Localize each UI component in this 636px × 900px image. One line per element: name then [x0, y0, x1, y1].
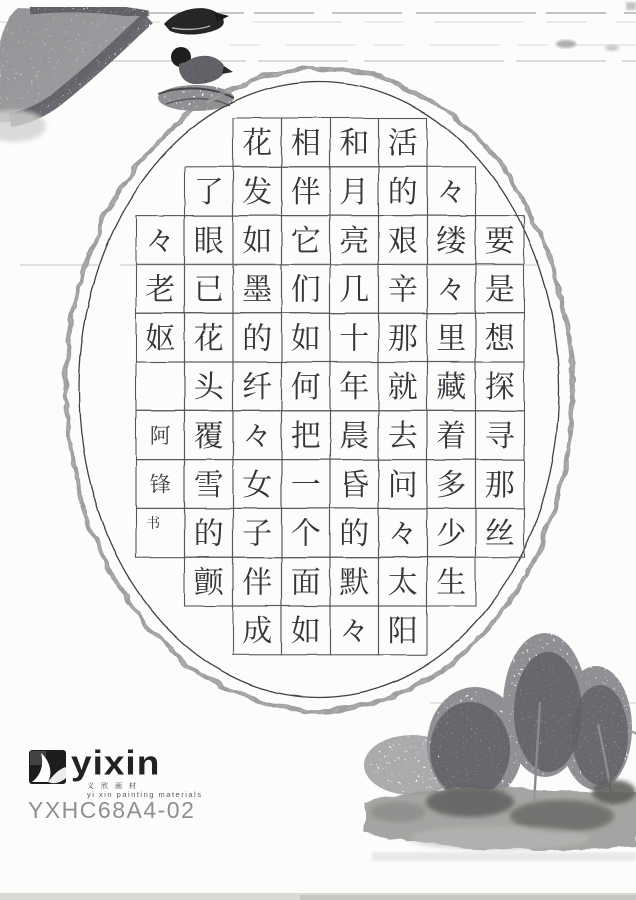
bird-icon: [164, 8, 229, 34]
calligraphy-char: 的: [242, 321, 273, 357]
calligraphy-char: 是: [484, 272, 515, 308]
calligraphy-char: 花: [193, 321, 224, 357]
calligraphy-char: 々: [387, 516, 418, 552]
calligraphy-char: 的: [193, 516, 224, 552]
calligraphy-char: 发: [242, 175, 273, 210]
bird-icon: [158, 47, 234, 111]
product-code: YXHC68A4-02: [28, 797, 196, 823]
calligraphy-char: 个: [290, 516, 321, 552]
calligraphy-char: 如: [290, 321, 321, 357]
calligraphy-char: 老: [145, 272, 176, 308]
calligraphy-char: 了: [193, 175, 224, 210]
yixin-logo-icon: [28, 748, 68, 786]
calligraphy-char: 少: [436, 516, 467, 552]
calligraphy-char: 寻: [484, 419, 515, 454]
brand-name-chinese: 义欣画材: [87, 782, 143, 790]
calligraphy-char: 探: [484, 370, 515, 406]
calligraphy-char: 它: [290, 223, 321, 259]
calligraphy-char: 几: [339, 272, 370, 308]
signature-char: 书: [146, 515, 161, 532]
calligraphy-char: 纤: [242, 370, 273, 406]
calligraphy-char: 问: [387, 467, 418, 503]
calligraphy-char: 何: [290, 370, 321, 406]
calligraphy-char: 女: [242, 467, 273, 503]
calligraphy-char: 想: [484, 321, 515, 357]
calligraphy-char: 成: [242, 614, 273, 650]
signature-char: 锋: [149, 472, 171, 497]
calligraphy-char: 阳: [387, 614, 418, 650]
trees-and-ground-ink-painting: [364, 633, 636, 861]
calligraphy-char: 把: [290, 419, 321, 454]
calligraphy-char: 去: [387, 419, 418, 454]
calligraphy-char: 艰: [387, 223, 418, 259]
calligraphy-char: 活: [387, 126, 418, 162]
calligraphy-char: 如: [290, 614, 321, 650]
calligraphy-char: 头: [193, 370, 224, 406]
calligraphy-char: 花: [242, 126, 273, 162]
calligraphy-char: 着: [436, 419, 467, 454]
calligraphy-char: 藏: [436, 370, 467, 406]
calligraphy-char: 伴: [290, 175, 321, 210]
calligraphy-char: 辛: [387, 272, 418, 308]
calligraphy-char: 一: [290, 467, 321, 503]
calligraphy-char: 生: [436, 565, 467, 601]
calligraphy-char: 子: [242, 516, 273, 552]
calligraphy-char: 々: [436, 272, 467, 308]
calligraphy-char: 多: [436, 467, 467, 503]
calligraphy-char: 们: [290, 272, 321, 308]
calligraphy-char: 々: [436, 175, 467, 210]
calligraphy-char: 晨: [339, 419, 370, 454]
calligraphy-char: 里: [436, 321, 467, 357]
brand-wordmark: yixin: [71, 744, 161, 783]
calligraphy-char: 的: [387, 175, 418, 210]
mountain-and-birds-ink-painting: [0, 8, 234, 142]
calligraphy-char: 那: [387, 321, 418, 357]
calligraphy-char: 相: [290, 126, 321, 162]
calligraphy-char: 々: [145, 223, 176, 259]
calligraphy-char: 面: [290, 565, 321, 601]
scan-edge-bottom: [0, 893, 636, 900]
brand-tagline: yi xin painting materials: [87, 790, 203, 799]
calligraphy-char: 々: [242, 419, 273, 454]
calligraphy-char: 已: [193, 272, 224, 308]
calligraphy-char: 妪: [145, 321, 176, 357]
calligraphy-char: 覆: [193, 419, 224, 454]
calligraphy-char: 十: [339, 321, 370, 357]
calligraphy-char: 墨: [242, 272, 273, 308]
calligraphy-char: 要: [484, 223, 515, 259]
calligraphy-char: 太: [387, 565, 418, 601]
calligraphy-char: 丝: [484, 516, 515, 552]
calligraphy-char: 眼: [193, 223, 224, 259]
calligraphy-char: 默: [339, 565, 370, 601]
calligraphy-char: 々: [339, 614, 370, 650]
calligraphy-char: 颤: [193, 565, 224, 601]
calligraphy-char: 就: [387, 370, 418, 406]
calligraphy-char: 月: [339, 175, 370, 210]
calligraphy-char: 年: [339, 370, 370, 406]
brand-logo: [28, 744, 203, 799]
calligraphy-char: 亮: [339, 223, 370, 259]
calligraphy-char: 缕: [436, 223, 467, 259]
calligraphy-char: 那: [484, 467, 515, 503]
calligraphy-char: 的: [339, 516, 370, 552]
logo-text-block: [71, 744, 203, 799]
calligraphy-char: 伴: [242, 565, 273, 601]
calligraphy-char: 如: [242, 223, 273, 259]
grid-cell: [136, 362, 185, 411]
calligraphy-char: 雪: [193, 467, 224, 503]
calligraphy-char: 和: [339, 126, 370, 162]
signature-char: 阿: [149, 423, 171, 448]
calligraphy-char: 昏: [339, 467, 370, 503]
